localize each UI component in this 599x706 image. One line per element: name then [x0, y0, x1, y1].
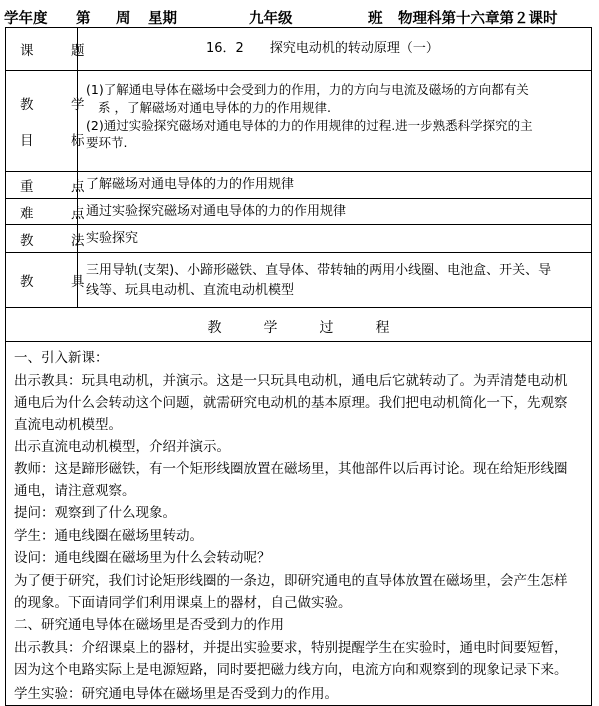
- process-title: 教 学 过 程: [207, 320, 404, 336]
- topic-label: 课 题: [6, 28, 78, 70]
- process-line: 通电后为什么会转动这个问题，就需研究电动机的基本原理。我们把电动机简化一下，先观察: [14, 395, 568, 411]
- process-line: 设问：通电线圈在磁场里为什么会转动呢？: [14, 550, 271, 566]
- key-point-value: 了解磁场对通电导体的力的作用规律: [86, 177, 295, 192]
- process-line: 因为这个电路实际上是电源短路，同时要把磁力线方向，电流方向和观察到的现象记录下来。: [14, 662, 568, 678]
- grade-label: 九年级: [249, 11, 293, 27]
- method-row: [6, 225, 591, 253]
- process-line: 通电，请注意观察。: [14, 483, 136, 499]
- process-line: 为了便于研究，我们讨论矩形线圈的一条边，即研究通电的直导体放置在磁场里，会产生怎样: [14, 573, 568, 589]
- week-prefix-label: 第: [76, 11, 91, 27]
- goals-text: [78, 71, 591, 171]
- goal-line: (1)了解通电导体在磁场中会受到力的作用，力的方向与电流及磁场的方向都有关: [86, 82, 529, 97]
- process-line: 二、研究通电导体在磁场里是否受到力的作用: [14, 617, 284, 633]
- process-line: 教师：这是蹄形磁铁，有一个矩形线圈放置在磁场里，其他部件以后再讨论。现在给矩形线圈: [14, 461, 568, 477]
- goals-label-cell: [6, 71, 97, 171]
- lesson-header: [4, 2, 594, 28]
- difficulty-label: 难 点: [6, 199, 78, 224]
- topic-value: 16．2 探究电动机的转动原理（一）: [206, 41, 439, 56]
- method-label: 教 法: [6, 225, 78, 252]
- subject-lesson-label: 物理科第十六章第２课时: [398, 11, 558, 27]
- week-suffix-label: 周: [116, 11, 131, 27]
- lesson-plan-table: [5, 27, 592, 706]
- goal-line: 系 ，了解磁场对通电导体的力的作用规律.: [98, 100, 331, 115]
- goals-label-bottom: 目 标: [20, 133, 97, 149]
- process-line: 学生实验：研究通电导体在磁场里是否受到力的作用。: [14, 686, 338, 702]
- process-line: 出示直流电动机模型，介绍并演示。: [14, 439, 230, 455]
- key-point-row: [6, 172, 591, 199]
- process-line: 出示教具：玩具电动机，并演示。这是一只玩具电动机，通电后它就转动了。为弄清楚电动机: [14, 373, 568, 389]
- topic-row: [6, 28, 591, 71]
- equipment-text: [78, 253, 591, 307]
- goal-line: 要环节.: [86, 135, 128, 150]
- school-year-label: 学年度: [4, 11, 48, 27]
- difficulty-row: [6, 199, 591, 225]
- equipment-line: 线等、玩具电动机、直流电动机模型: [86, 283, 295, 298]
- process-line: 提问：观察到了什么现象。: [14, 505, 176, 521]
- goals-row: [6, 71, 591, 172]
- goal-line: (2)通过实验探究磁场对通电导体的力的作用规律的过程.进一步熟悉科学探究的主: [86, 118, 533, 133]
- method-value: 实验探究: [86, 230, 139, 246]
- process-title-row: [6, 308, 591, 342]
- process-line: 的现象。下面请同学们利用课桌上的器材，自己做实验。: [14, 595, 352, 611]
- goals-label-top: 教 学: [20, 97, 97, 113]
- process-line: 一、引入新课：: [14, 350, 109, 366]
- class-label: 班: [368, 11, 383, 27]
- process-line: 学生：通电线圈在磁场里转动。: [14, 528, 203, 544]
- equipment-row: [6, 253, 591, 308]
- process-line: 直流电动机模型。: [14, 417, 122, 433]
- equipment-label: 教 具: [6, 253, 78, 307]
- weekday-label: 星期: [148, 11, 177, 27]
- key-point-label: 重 点: [6, 172, 78, 198]
- difficulty-value: 通过实验探究磁场对通电导体的力的作用规律: [86, 203, 347, 219]
- process-line: 出示教具：介绍课桌上的器材，并提出实验要求，特别提醒学生在实验时，通电时间要短暂，: [14, 640, 568, 656]
- equipment-line: 三用导轨(支架)、小蹄形磁铁、直导体、带转轴的两用小线圈、电池盒、开关、导: [86, 263, 552, 278]
